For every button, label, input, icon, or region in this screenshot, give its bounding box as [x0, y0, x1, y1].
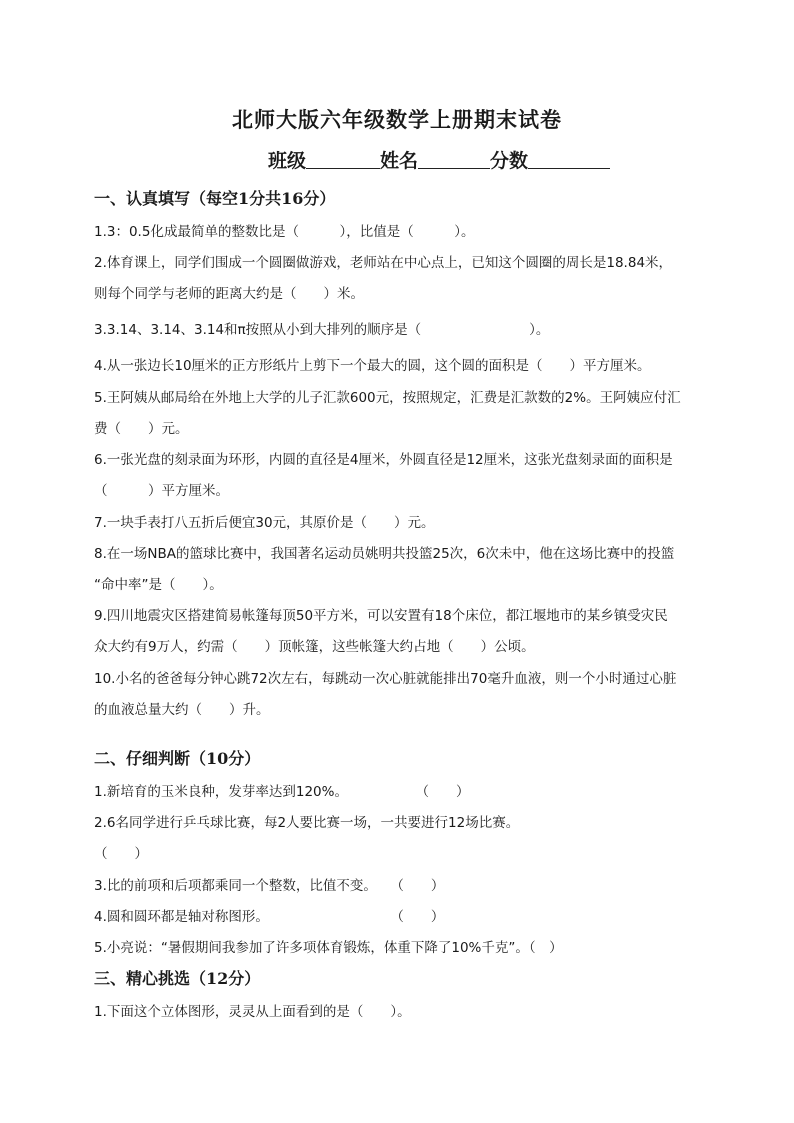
page-title: 北师大版六年级数学上册期末试卷	[232, 107, 562, 132]
section-heading-judge: 二、仔细判断（10分）	[94, 749, 261, 768]
question-line: （ ）	[94, 846, 148, 862]
question-line: 2.6名同学进行乒乓球比赛，每2人要比赛一场，一共要进行12场比赛。	[94, 815, 520, 831]
question-line: 众大约有9万人，约需（ ）顶帐篷，这些帐篷大约占地（ ）公顷。	[94, 639, 535, 655]
class-label: 班级	[268, 150, 307, 172]
name-blank[interactable]	[418, 150, 490, 169]
question-line: 1.新培育的玉米良种，发芽率达到120%。 （ ）	[94, 784, 470, 800]
name-label: 姓名	[380, 150, 419, 172]
question-line: 1.下面这个立体图形，灵灵从上面看到的是（ ）。	[94, 1004, 411, 1020]
question-line: 6.一张光盘的刻录面为环形，内圆的直径是4厘米，外圆直径是12厘米，这张光盘刻录面的面积是	[94, 452, 673, 468]
question-line: 3.比的前项和后项都乘同一个整数，比值不变。 （ ）	[94, 878, 445, 894]
question-line: 费（ ）元。	[94, 421, 189, 437]
class-blank[interactable]	[306, 150, 380, 169]
question-line: 9.四川地震灾区搭建简易帐篷每顶50平方米，可以安置有18个床位，都江堰地市的某乡镇受灾民	[94, 608, 668, 624]
score-blank[interactable]	[528, 150, 610, 169]
question-line: 4.从一张边长10厘米的正方形纸片上剪下一个最大的圆，这个圆的面积是（ ）平方厘米。	[94, 358, 651, 374]
question-line: 2.体育课上，同学们围成一个圆圈做游戏，老师站在中心点上，已知这个圆圈的周长是18.84米，	[94, 255, 673, 271]
question-line: 8.在一场NBA的篮球比赛中，我国著名运动员姚明共投篮25次，6次未中，他在这场比赛中的投篮	[94, 546, 675, 562]
question-line: 5.王阿姨从邮局给在外地上大学的儿子汇款600元，按照规定，汇费是汇款数的2%。王阿姨应付汇	[94, 390, 681, 406]
score-label: 分数	[490, 150, 529, 172]
question-line: 的血液总量大约（ ）升。	[94, 702, 270, 718]
section-heading-choice: 三、精心挑选（12分）	[94, 969, 261, 988]
question-line: 5.小亮说：“暑假期间我参加了许多项体育锻炼，体重下降了10%千克”。（ ）	[94, 940, 563, 956]
question-line: “命中率”是（ ）。	[94, 577, 223, 593]
section-heading-fill-in: 一、认真填写（每空1分共16分）	[94, 189, 336, 208]
question-line: 3.3.14、3.14、3.14和π按照从小到大排列的顺序是（ ）。	[94, 322, 550, 338]
question-line: 4.圆和圆环都是轴对称图形。 （ ）	[94, 909, 445, 925]
question-line: 7.一块手表打八五折后便宜30元，其原价是（ ）元。	[94, 515, 435, 531]
question-line: 则每个同学与老师的距离大约是（ ）米。	[94, 286, 364, 302]
question-line: 1.3：0.5化成最简单的整数比是（ ），比值是（ ）。	[94, 224, 475, 240]
question-line: 10.小名的爸爸每分钟心跳72次左右，每跳动一次心脏就能排出70毫升血液，则一个小时通过心脏	[94, 671, 677, 687]
student-info-line	[268, 146, 610, 173]
question-line: （ ）平方厘米。	[94, 483, 229, 499]
